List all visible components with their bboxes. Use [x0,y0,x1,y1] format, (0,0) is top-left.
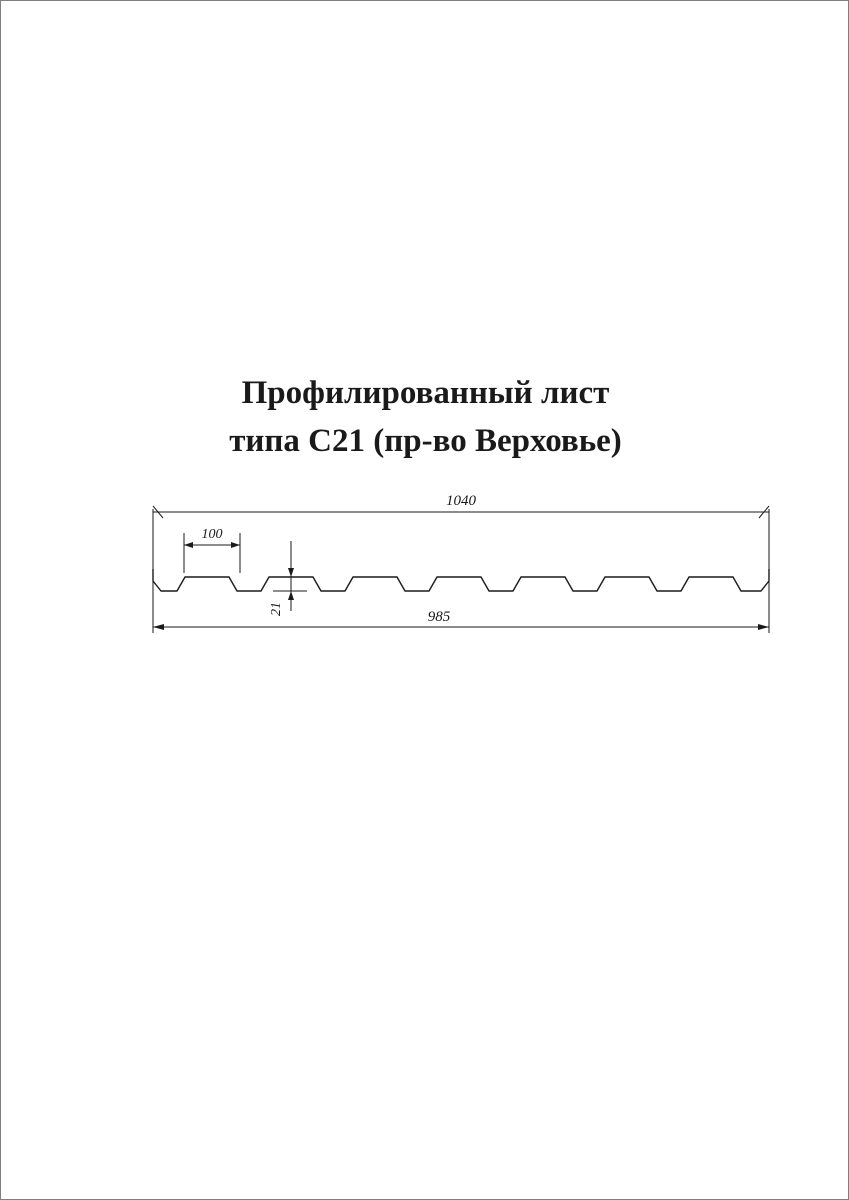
dimension-label-overall-width: 1040 [446,493,476,509]
dimension-label-profile-height: 21 [269,602,284,616]
dimension-label-working-width: 985 [427,609,451,625]
height-arrow-down [288,591,294,600]
work-arrow-left [153,624,164,630]
pitch-arrow-left [184,542,193,548]
page-title [1,369,849,465]
dimension-label-wave-pitch: 100 [201,527,223,542]
dimension-overall-width [153,506,769,593]
title-line-2: типа С21 (пр-во Верховье) [229,423,622,459]
pitch-arrow-right [231,542,240,548]
height-arrow-up [288,568,294,577]
profile-cross-section-drawing [121,481,801,661]
work-arrow-right [758,624,769,630]
title-line-1: Профилированный лист [241,375,610,411]
sheet-profile-path [153,569,769,591]
dimension-working-width [153,593,769,633]
dimension-profile-height [273,541,307,611]
